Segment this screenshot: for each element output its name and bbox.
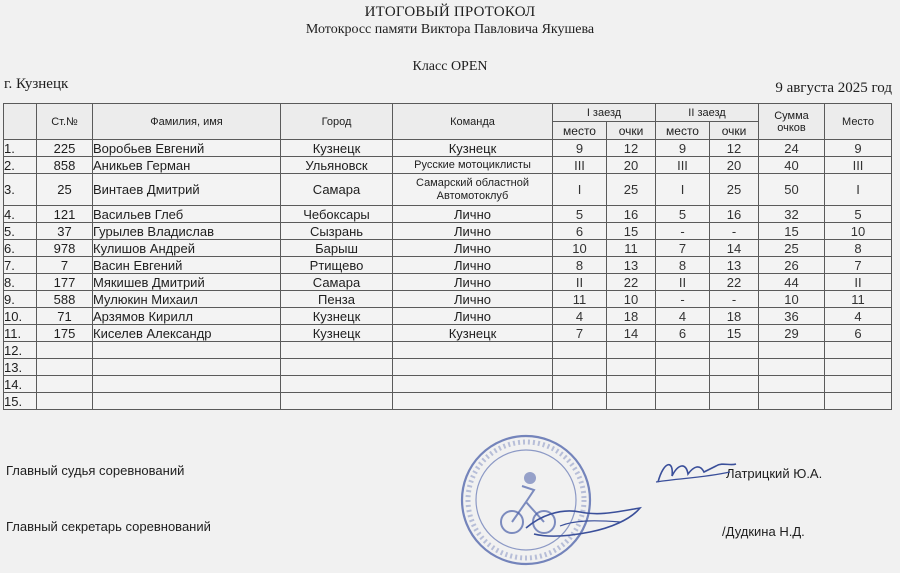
rider-name bbox=[93, 393, 281, 410]
points-sum: 10 bbox=[759, 291, 825, 308]
header-city: Город bbox=[281, 104, 393, 140]
rider-team: Русские мотоциклисты bbox=[393, 157, 553, 174]
heat2-points: 12 bbox=[710, 140, 759, 157]
rider-name bbox=[93, 342, 281, 359]
header-name: Фамилия, имя bbox=[93, 104, 281, 140]
header-sum-line2: очков bbox=[777, 121, 806, 134]
rider-name: Винтаев Дмитрий bbox=[93, 174, 281, 206]
heat2-place: 7 bbox=[656, 240, 710, 257]
table-row bbox=[4, 291, 892, 308]
table-row bbox=[4, 257, 892, 274]
start-number bbox=[37, 359, 93, 376]
rider-name: Кулишов Андрей bbox=[93, 240, 281, 257]
results-body bbox=[4, 140, 892, 410]
heat1-place: 7 bbox=[553, 325, 607, 342]
rider-name bbox=[93, 359, 281, 376]
header-final-place: Место bbox=[825, 104, 892, 140]
final-place bbox=[825, 342, 892, 359]
start-number: 25 bbox=[37, 174, 93, 206]
table-row bbox=[4, 206, 892, 223]
header-sum-line1: Сумма bbox=[774, 109, 809, 122]
row-index: 10. bbox=[4, 308, 37, 325]
points-sum bbox=[759, 359, 825, 376]
rider-city bbox=[281, 342, 393, 359]
event-date: 9 августа 2025 год bbox=[775, 80, 892, 96]
heat1-points bbox=[607, 359, 656, 376]
heat2-place: III bbox=[656, 157, 710, 174]
final-place: 8 bbox=[825, 240, 892, 257]
rider-team: Кузнецк bbox=[393, 140, 553, 157]
table-row bbox=[4, 308, 892, 325]
heat2-points: 20 bbox=[710, 157, 759, 174]
chief-secretary-name: /Дудкина Н.Д. bbox=[722, 524, 805, 539]
heat2-points: - bbox=[710, 223, 759, 240]
heat2-place: 8 bbox=[656, 257, 710, 274]
heat2-points: - bbox=[710, 291, 759, 308]
heat1-points: 10 bbox=[607, 291, 656, 308]
heat1-points: 25 bbox=[607, 174, 656, 206]
points-sum: 15 bbox=[759, 223, 825, 240]
final-place: 10 bbox=[825, 223, 892, 240]
protocol-title: ИТОГОВЫЙ ПРОТОКОЛ bbox=[364, 4, 536, 20]
heat2-points bbox=[710, 393, 759, 410]
points-sum: 40 bbox=[759, 157, 825, 174]
rider-name: Васильев Глеб bbox=[93, 206, 281, 223]
heat2-points: 18 bbox=[710, 308, 759, 325]
heat1-points: 11 bbox=[607, 240, 656, 257]
rider-name: Мякишев Дмитрий bbox=[93, 274, 281, 291]
heat1-place: 5 bbox=[553, 206, 607, 223]
rider-team: Лично bbox=[393, 291, 553, 308]
heat2-place bbox=[656, 393, 710, 410]
heat2-place: I bbox=[656, 174, 710, 206]
heat1-points: 22 bbox=[607, 274, 656, 291]
heat1-place: 8 bbox=[553, 257, 607, 274]
rider-name: Арзямов Кирилл bbox=[93, 308, 281, 325]
row-index: 1. bbox=[4, 140, 37, 157]
rider-city bbox=[281, 359, 393, 376]
header-heat2-points: очки bbox=[710, 122, 759, 140]
heat2-place: - bbox=[656, 291, 710, 308]
header-heat2-place: место bbox=[656, 122, 710, 140]
header-heat-2: II заезд bbox=[656, 104, 759, 122]
points-sum: 50 bbox=[759, 174, 825, 206]
heat1-points: 20 bbox=[607, 157, 656, 174]
row-index: 11. bbox=[4, 325, 37, 342]
heat1-place: 9 bbox=[553, 140, 607, 157]
rider-name: Мулюкин Михаил bbox=[93, 291, 281, 308]
start-number bbox=[37, 393, 93, 410]
row-index: 13. bbox=[4, 359, 37, 376]
rider-team bbox=[393, 393, 553, 410]
rider-team bbox=[393, 376, 553, 393]
rider-team: Лично bbox=[393, 274, 553, 291]
rider-team: Самарский областной Автомотоклуб bbox=[393, 174, 553, 206]
rider-name: Воробьев Евгений bbox=[93, 140, 281, 157]
points-sum: 26 bbox=[759, 257, 825, 274]
heat2-place bbox=[656, 359, 710, 376]
heat1-place: 4 bbox=[553, 308, 607, 325]
chief-secretary-label: Главный секретарь соревнований bbox=[6, 519, 211, 534]
start-number: 121 bbox=[37, 206, 93, 223]
heat2-points bbox=[710, 342, 759, 359]
event-subtitle: Мотокросс памяти Виктора Павловича Якушева bbox=[305, 22, 595, 37]
start-number bbox=[37, 342, 93, 359]
rider-team bbox=[393, 359, 553, 376]
heat2-points: 16 bbox=[710, 206, 759, 223]
header-heat1-points: очки bbox=[607, 122, 656, 140]
table-row bbox=[4, 325, 892, 342]
heat2-points: 13 bbox=[710, 257, 759, 274]
heat2-points: 25 bbox=[710, 174, 759, 206]
start-number bbox=[37, 376, 93, 393]
row-index: 12. bbox=[4, 342, 37, 359]
row-index: 14. bbox=[4, 376, 37, 393]
start-number: 37 bbox=[37, 223, 93, 240]
chief-judge-label: Главный судья соревнований bbox=[6, 463, 185, 478]
row-index: 2. bbox=[4, 157, 37, 174]
final-place bbox=[825, 359, 892, 376]
points-sum: 25 bbox=[759, 240, 825, 257]
heat1-place bbox=[553, 342, 607, 359]
table-row bbox=[4, 393, 892, 410]
heat2-points bbox=[710, 376, 759, 393]
rider-city: Пенза bbox=[281, 291, 393, 308]
rider-name bbox=[93, 376, 281, 393]
rider-name: Киселев Александр bbox=[93, 325, 281, 342]
heat2-place: 5 bbox=[656, 206, 710, 223]
start-number: 858 bbox=[37, 157, 93, 174]
heat2-place: 9 bbox=[656, 140, 710, 157]
points-sum: 32 bbox=[759, 206, 825, 223]
start-number: 71 bbox=[37, 308, 93, 325]
row-index: 6. bbox=[4, 240, 37, 257]
heat2-points: 14 bbox=[710, 240, 759, 257]
results-table bbox=[3, 103, 892, 410]
heat2-points: 15 bbox=[710, 325, 759, 342]
heat1-place bbox=[553, 393, 607, 410]
heat1-place: II bbox=[553, 274, 607, 291]
rider-name: Аникьев Герман bbox=[93, 157, 281, 174]
heat1-points: 18 bbox=[607, 308, 656, 325]
table-row bbox=[4, 376, 892, 393]
header-index bbox=[4, 104, 37, 140]
heat2-points: 22 bbox=[710, 274, 759, 291]
row-index: 15. bbox=[4, 393, 37, 410]
heat1-points bbox=[607, 393, 656, 410]
heat2-place: 6 bbox=[656, 325, 710, 342]
heat1-points bbox=[607, 342, 656, 359]
points-sum bbox=[759, 393, 825, 410]
header-heat-1: I заезд bbox=[553, 104, 656, 122]
heat1-place bbox=[553, 376, 607, 393]
final-place: III bbox=[825, 157, 892, 174]
heat1-points: 14 bbox=[607, 325, 656, 342]
final-place: 4 bbox=[825, 308, 892, 325]
heat1-place: 11 bbox=[553, 291, 607, 308]
table-row bbox=[4, 157, 892, 174]
start-number: 978 bbox=[37, 240, 93, 257]
final-place: 5 bbox=[825, 206, 892, 223]
heat1-place: I bbox=[553, 174, 607, 206]
heat2-place: II bbox=[656, 274, 710, 291]
rider-city: Кузнецк bbox=[281, 140, 393, 157]
rider-city: Сызрань bbox=[281, 223, 393, 240]
final-place: 7 bbox=[825, 257, 892, 274]
header-start-number: Ст.№ bbox=[37, 104, 93, 140]
rider-city: Барыш bbox=[281, 240, 393, 257]
judge-signature-icon bbox=[652, 452, 742, 492]
row-index: 7. bbox=[4, 257, 37, 274]
heat1-points: 15 bbox=[607, 223, 656, 240]
rider-name: Васин Евгений bbox=[93, 257, 281, 274]
table-row bbox=[4, 240, 892, 257]
final-place: 6 bbox=[825, 325, 892, 342]
points-sum bbox=[759, 376, 825, 393]
table-row bbox=[4, 342, 892, 359]
heat1-points: 12 bbox=[607, 140, 656, 157]
rider-city: Самара bbox=[281, 274, 393, 291]
row-index: 8. bbox=[4, 274, 37, 291]
row-index: 3. bbox=[4, 174, 37, 206]
table-row bbox=[4, 174, 892, 206]
heat1-place bbox=[553, 359, 607, 376]
rider-city: Кузнецк bbox=[281, 325, 393, 342]
heat2-place: 4 bbox=[656, 308, 710, 325]
heat1-place: 10 bbox=[553, 240, 607, 257]
heat1-place: 6 bbox=[553, 223, 607, 240]
final-place: 11 bbox=[825, 291, 892, 308]
heat2-points bbox=[710, 359, 759, 376]
heat1-place: III bbox=[553, 157, 607, 174]
final-place: I bbox=[825, 174, 892, 206]
heat1-points: 13 bbox=[607, 257, 656, 274]
header-team: Команда bbox=[393, 104, 553, 140]
final-place: II bbox=[825, 274, 892, 291]
final-place: 9 bbox=[825, 140, 892, 157]
secretary-signature-icon bbox=[520, 498, 650, 548]
table-row bbox=[4, 223, 892, 240]
heat2-place: - bbox=[656, 223, 710, 240]
row-index: 4. bbox=[4, 206, 37, 223]
heat2-place bbox=[656, 376, 710, 393]
heat2-place bbox=[656, 342, 710, 359]
rider-city bbox=[281, 376, 393, 393]
start-number: 175 bbox=[37, 325, 93, 342]
table-row bbox=[4, 140, 892, 157]
final-place bbox=[825, 393, 892, 410]
row-index: 5. bbox=[4, 223, 37, 240]
rider-team: Лично bbox=[393, 206, 553, 223]
rider-city bbox=[281, 393, 393, 410]
rider-city: Самара bbox=[281, 174, 393, 206]
rider-city: Ульяновск bbox=[281, 157, 393, 174]
start-number: 588 bbox=[37, 291, 93, 308]
start-number: 177 bbox=[37, 274, 93, 291]
rider-team bbox=[393, 342, 553, 359]
row-index: 9. bbox=[4, 291, 37, 308]
heat1-points: 16 bbox=[607, 206, 656, 223]
rider-city: Ртищево bbox=[281, 257, 393, 274]
header-heat1-place: место bbox=[553, 122, 607, 140]
points-sum bbox=[759, 342, 825, 359]
rider-team: Лично bbox=[393, 240, 553, 257]
table-row bbox=[4, 359, 892, 376]
class-label: Класс OPEN bbox=[412, 59, 488, 74]
header-points-sum bbox=[759, 104, 825, 140]
rider-team: Лично bbox=[393, 257, 553, 274]
heat1-points bbox=[607, 376, 656, 393]
start-number: 7 bbox=[37, 257, 93, 274]
start-number: 225 bbox=[37, 140, 93, 157]
points-sum: 44 bbox=[759, 274, 825, 291]
points-sum: 36 bbox=[759, 308, 825, 325]
rider-name: Гурылев Владислав bbox=[93, 223, 281, 240]
rider-team: Кузнецк bbox=[393, 325, 553, 342]
table-row bbox=[4, 274, 892, 291]
points-sum: 24 bbox=[759, 140, 825, 157]
rider-city: Кузнецк bbox=[281, 308, 393, 325]
venue-city: г. Кузнецк bbox=[4, 76, 69, 92]
rider-team: Лично bbox=[393, 223, 553, 240]
final-place bbox=[825, 376, 892, 393]
chief-judge-name: Латрицкий Ю.А. bbox=[726, 466, 823, 481]
rider-team: Лично bbox=[393, 308, 553, 325]
rider-city: Чебоксары bbox=[281, 206, 393, 223]
points-sum: 29 bbox=[759, 325, 825, 342]
